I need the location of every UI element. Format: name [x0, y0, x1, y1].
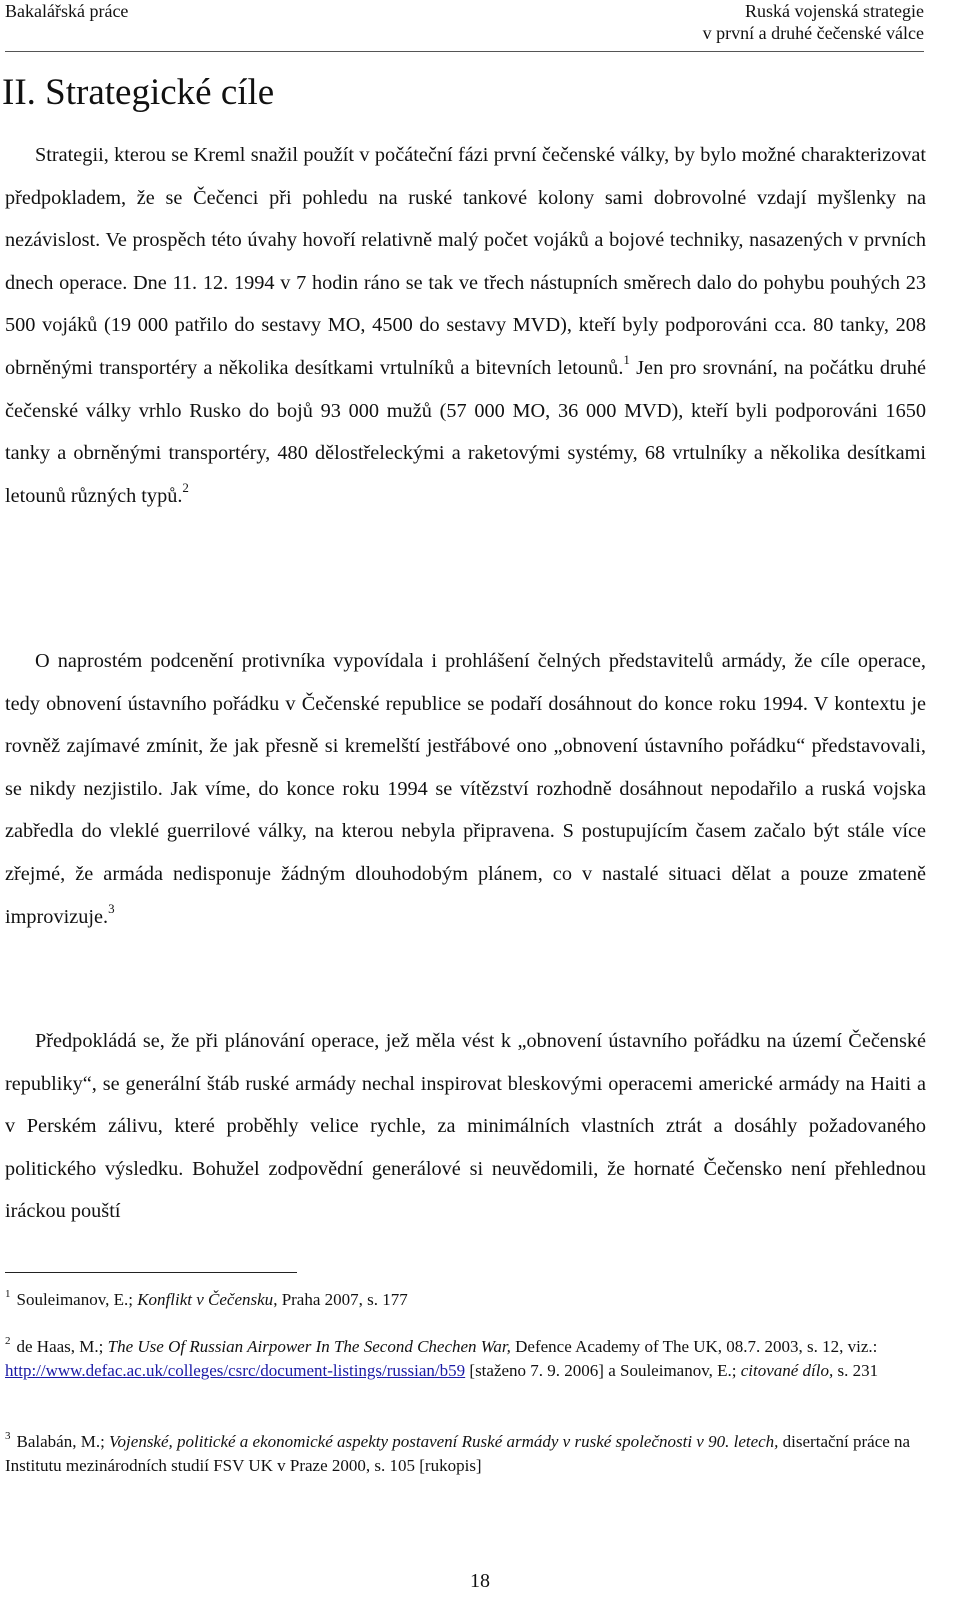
- running-header-left: Bakalářská práce: [5, 1, 129, 21]
- paragraph-2: [5, 640, 926, 938]
- footnote-ref-1[interactable]: 1: [623, 351, 630, 367]
- footnote-1-title: Konflikt v Čečensku: [137, 1290, 274, 1309]
- running-header-right-line1: Ruská vojenská strategie: [745, 1, 924, 21]
- footnote-2-rest3: s. 231: [833, 1360, 879, 1380]
- footnote-1-author: Souleimanov, E.;: [16, 1290, 138, 1309]
- footnote-1: [5, 1288, 922, 1312]
- footnote-3-title: Vojenské, politické a ekonomické aspekty postavení Ruské armády v ruské společnosti v 90. letech,: [109, 1432, 779, 1451]
- footnote-2-rest1: Defence Academy of The UK, 08.7. 2003, s. 12, viz.:: [510, 1337, 878, 1356]
- footnote-3-author: Balabán, M.;: [16, 1432, 110, 1451]
- chapter-title: II. Strategické cíle: [2, 72, 275, 113]
- footnote-2-title: The Use Of Russian Airpower In The Second Chechen War,: [107, 1337, 511, 1356]
- footnote-2: [5, 1335, 922, 1382]
- footnote-3-number: 3: [5, 1430, 11, 1442]
- footnote-ref-3[interactable]: 3: [108, 900, 115, 916]
- paragraph-2-text: O naprostém podcenění protivníka vypovídala i prohlášení čelných představitelů armády, že cíle operace, tedy obnovení ústavního pořádku v Čečenské republice se podaří dosáhnout do konce roku 1994. V kontextu je rovněž zajímavé zmínit, že jak přesně si kremelští jestřábové ono „obnovení ústavního pořádku“ představovali, se nikdy nezjistilo. Jak víme, do konce roku 1994 se vítězství rozhodně dosáhnout nepodařilo a ruská vojska zabředla do vleklé guerrilové války, na kterou nebyla připravena. S postupujícím časem začalo být stále více zřejmé, že armáda nedisponuje žádným dlouhodobým plánem, co v nastalé situaci dělat a pouze zmateně improvizuje.: [5, 650, 926, 928]
- page-number: 18: [470, 1570, 490, 1592]
- paragraph-1-text-a: Strategii, kterou se Kreml snažil použít v počáteční fázi první čečenské války, by bylo možné charakterizovat předpokladem, že se Čečenci při pohledu na ruské tankové kolony sami dobrovolné vzdají myšlenky na nezávislost. Ve prospěch této úvahy hovoří relativně malý počet vojáků a bojové techniky, nasazených v prvních dnech operace. Dne 11. 12. 1994 v 7 hodin ráno se tak ve třech nástupních směrech dalo do pohybu pouhých 23 500 vojáků (19 000 patřilo do sestavy MO, 4500 do sestavy MVD), kteří byly podporováni cca. 80 tanky, 208 obrněnými transportéry a několika desítkami vrtulníků a bitevních letounů.: [5, 144, 926, 379]
- footnote-3-rest: disertační práce na Institutu mezinárodních studií FSV UK v Praze 2000, s. 105 [rukopis]: [5, 1432, 911, 1475]
- paragraph-3-text: Předpokládá se, že při plánování operace, jež měla vést k „obnovení ústavního pořádku na území Čečenské republiky“, se generální štáb ruské armády nechal inspirovat bleskovými operacemi americké armády na Haiti a v Perském zálivu, které proběhly velice rychle, za minimálních vlastních ztrát a dosáhly požadovaného politického výsledku. Bohužel zodpovědní generálové si neuvědomili, že hornaté Čečensko není přehlednou iráckou pouští: [5, 1030, 926, 1223]
- running-header-right: [703, 0, 924, 44]
- footnote-2-author: de Haas, M.;: [16, 1337, 108, 1356]
- footnote-2-link[interactable]: http://www.defac.ac.uk/colleges/csrc/document-listings/russian/b59: [5, 1360, 466, 1380]
- footnote-divider: [5, 1272, 297, 1273]
- paragraph-1: [5, 134, 926, 517]
- footnote-1-number: 1: [5, 1288, 11, 1300]
- footnote-2-title2: citované dílo,: [740, 1360, 834, 1380]
- footnote-1-rest: , Praha 2007, s. 177: [273, 1290, 408, 1309]
- header-divider: [5, 51, 924, 52]
- footnote-ref-2[interactable]: 2: [182, 479, 189, 495]
- footnote-3: [5, 1430, 922, 1477]
- running-header-right-line2: v první a druhé čečenské válce: [702, 23, 924, 43]
- footnote-2-number: 2: [5, 1335, 11, 1347]
- footnote-2-rest2: [staženo 7. 9. 2006] a Souleimanov, E.;: [465, 1360, 741, 1380]
- paragraph-3: [5, 1020, 926, 1233]
- paragraph-1-text-b: Jen pro srovnání, na počátku druhé čečenské války vrhlo Rusko do bojů 93 000 mužů (57 000 MO, 36 000 MVD), kteří byli podporováni 1650 tanky a obrněnými transportéry, 480 dělostřeleckými a raketovými systémy, 68 vrtulníky a několika desítkami letounů různých typů.: [5, 356, 926, 507]
